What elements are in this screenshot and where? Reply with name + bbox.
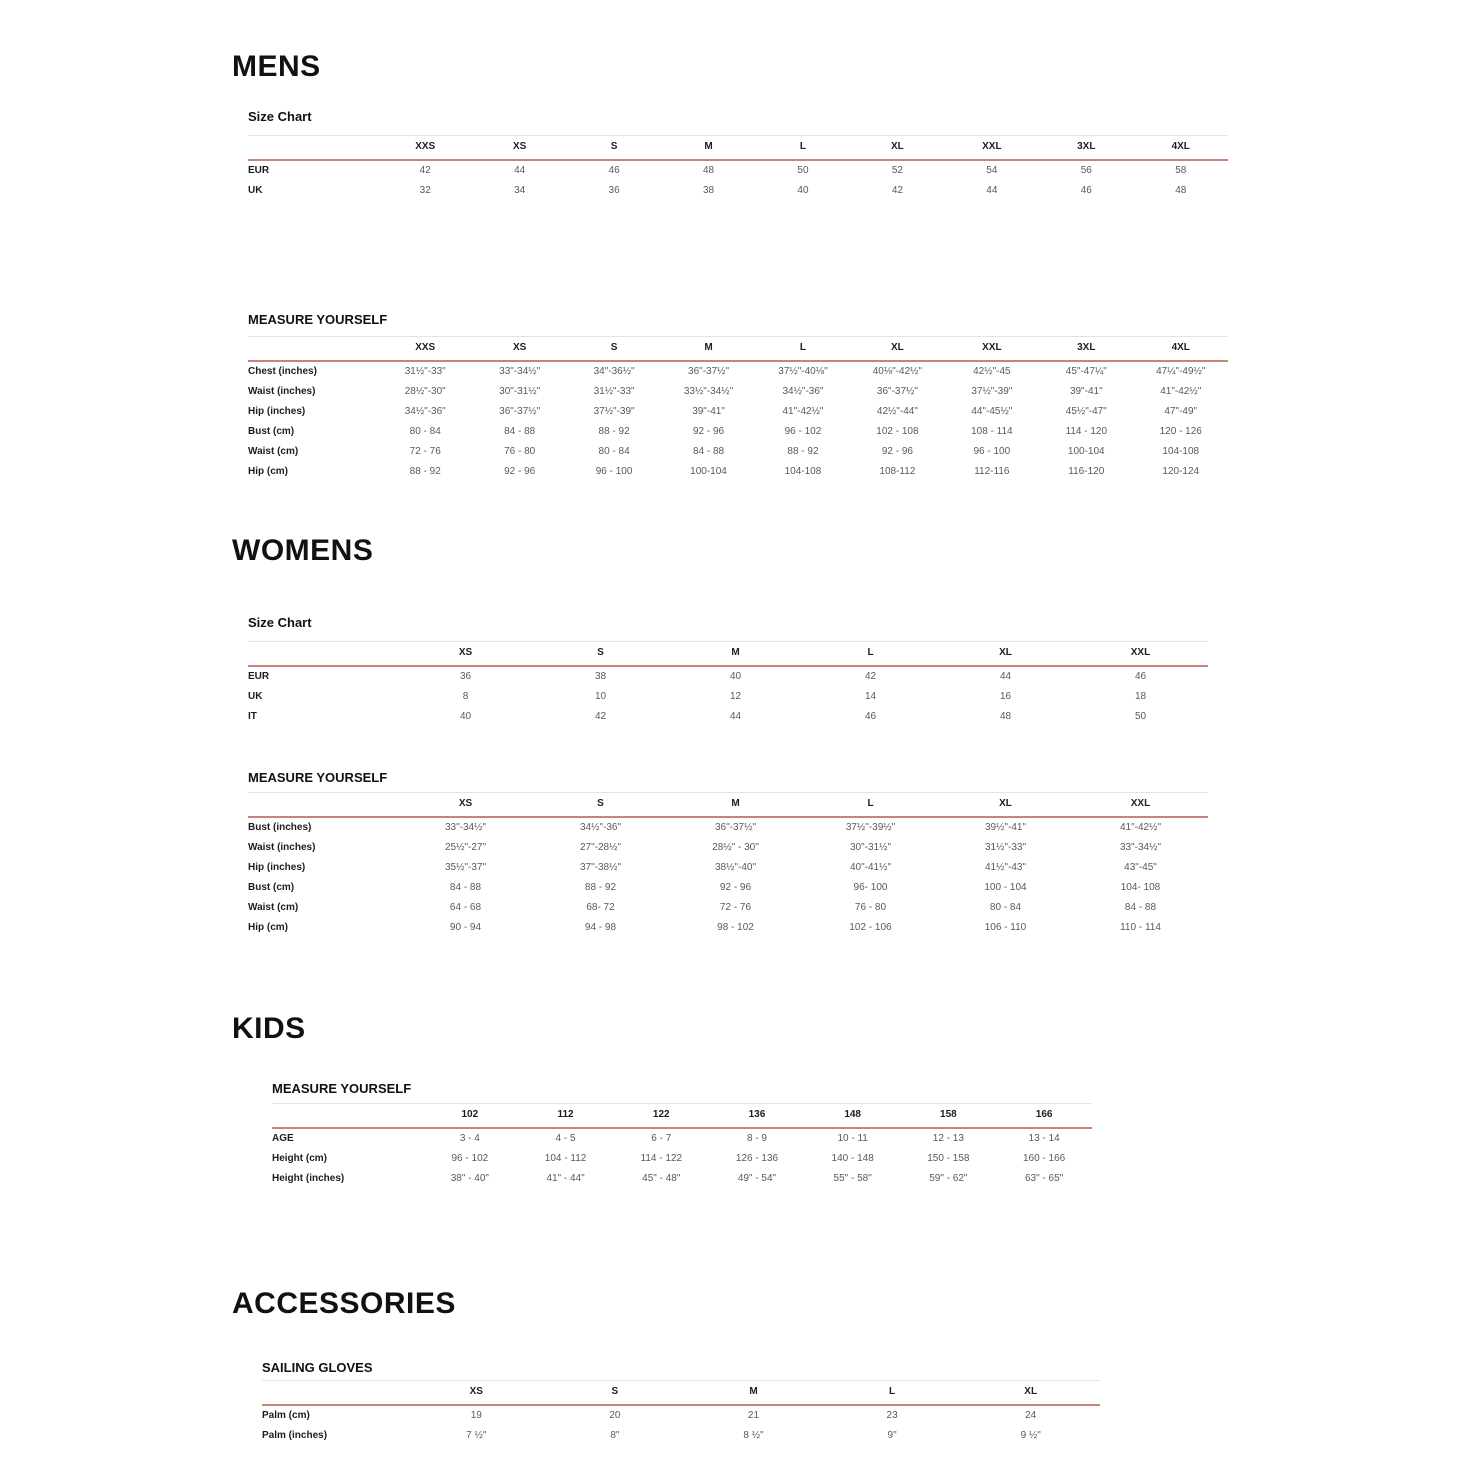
cell-value: 20	[609, 1410, 621, 1421]
column-header: 112	[518, 1104, 614, 1129]
cell-value: 37½"-39"	[971, 386, 1013, 397]
cell-value: 80 - 84	[989, 902, 1022, 913]
cell-value: 46	[1080, 185, 1092, 196]
cell-value: 114 - 120	[1065, 426, 1108, 437]
mens-table-subtitle-0: Size Chart	[248, 109, 312, 124]
cell-value: 44	[999, 671, 1012, 682]
table-row	[272, 1149, 1092, 1169]
cell-value: 41"-42½"	[782, 406, 824, 417]
cell-value: 33"-34½"	[499, 366, 541, 377]
cell-value: 42½"-44"	[876, 406, 918, 417]
cell-value: 37"-38½"	[579, 862, 621, 873]
cell-value: 4 - 5	[555, 1133, 576, 1144]
cell-value: 35½"-37"	[444, 862, 486, 873]
cell-value: 96 - 102	[784, 426, 822, 437]
cell-value: 42½"-45	[973, 366, 1011, 377]
cell-value: 23	[886, 1410, 898, 1421]
cell-value: 31½"-33"	[404, 366, 446, 377]
cell-value: 46	[864, 711, 877, 722]
cell-value: 36"-37½"	[499, 406, 541, 417]
cell-value: 6 - 7	[651, 1133, 672, 1144]
cell-value: 7 ½"	[466, 1430, 487, 1441]
row-label: Waist (cm)	[248, 446, 299, 457]
column-header: S	[567, 136, 661, 161]
cell-value: 54	[986, 165, 998, 176]
cell-value: 28½" - 30"	[712, 842, 759, 853]
table-row	[248, 422, 1228, 442]
table-row	[248, 666, 1208, 687]
cell-value: 88 - 92	[584, 882, 617, 893]
table-row	[248, 898, 1208, 918]
cell-value: 34½"-36"	[579, 822, 621, 833]
column-header: M	[684, 1381, 823, 1406]
cell-value: 42	[864, 671, 877, 682]
cell-value: 120-124	[1162, 466, 1200, 477]
cell-value: 104 - 112	[544, 1153, 587, 1164]
cell-value: 52	[891, 165, 903, 176]
cell-value: 30"-31½"	[849, 842, 891, 853]
cell-value: 36"-37½"	[688, 366, 730, 377]
cell-value: 72 - 76	[719, 902, 752, 913]
cell-value: 37½"-40⅛"	[778, 366, 828, 377]
cell-value: 102 - 106	[849, 922, 892, 933]
cell-value: 100 - 104	[984, 882, 1027, 893]
cell-value: 27"-28½"	[579, 842, 621, 853]
cell-value: 106 - 110	[984, 922, 1027, 933]
row-label: Bust (inches)	[248, 822, 312, 833]
cell-value: 13 - 14	[1028, 1133, 1060, 1144]
column-header: 136	[709, 1104, 805, 1129]
column-header: M	[661, 337, 755, 362]
section-womens	[232, 536, 1476, 938]
column-header: M	[668, 793, 803, 818]
cell-value: 150 - 158	[927, 1153, 970, 1164]
column-header: XXL	[945, 136, 1039, 161]
column-header: 102	[422, 1104, 518, 1129]
cell-value: 104- 108	[1120, 882, 1161, 893]
section-mens	[232, 52, 1476, 482]
cell-value: 98 - 102	[717, 922, 754, 933]
cell-value: 43"-45"	[1124, 862, 1157, 873]
cell-value: 37½"-39½"	[845, 822, 896, 833]
cell-value: 36	[608, 185, 620, 196]
cell-value: 84 - 88	[692, 446, 725, 457]
cell-value: 12 - 13	[932, 1133, 964, 1144]
cell-value: 37½"-39"	[593, 406, 635, 417]
header-row	[248, 337, 1228, 362]
cell-value: 47"-49"	[1164, 406, 1198, 417]
row-label: EUR	[248, 671, 270, 682]
column-header: 122	[613, 1104, 709, 1129]
cell-value: 44"-45½"	[971, 406, 1013, 417]
column-header: XXS	[378, 337, 472, 362]
cell-value: 19	[470, 1410, 482, 1421]
cell-value: 48	[1175, 185, 1187, 196]
cell-value: 96- 100	[853, 882, 888, 893]
table-row	[248, 382, 1228, 402]
cell-value: 8 ½"	[743, 1430, 764, 1441]
column-header: XS	[398, 793, 533, 818]
row-label: Bust (cm)	[248, 426, 295, 437]
cell-value: 160 - 166	[1022, 1153, 1066, 1164]
cell-value: 40⅛"-42½"	[872, 366, 923, 377]
mens-table-subtitle-1: MEASURE YOURSELF	[248, 312, 388, 327]
table-row	[248, 442, 1228, 462]
cell-value: 48	[702, 165, 715, 176]
cell-value: 120 - 126	[1159, 426, 1202, 437]
cell-value: 33"-34½"	[1119, 842, 1161, 853]
cell-value: 38" - 40"	[450, 1173, 489, 1184]
cell-value: 41"-42½"	[1119, 822, 1161, 833]
cell-value: 3 - 4	[459, 1133, 480, 1144]
cell-value: 100-104	[690, 466, 727, 477]
column-header: 4XL	[1134, 337, 1229, 362]
cell-value: 90 - 94	[449, 922, 482, 933]
cell-value: 41"-42½"	[1160, 386, 1202, 397]
cell-value: 80 - 84	[598, 446, 630, 457]
header-label-spacer	[272, 1104, 422, 1129]
column-header: XL	[850, 136, 944, 161]
cell-value: 39½"-41"	[984, 822, 1026, 833]
cell-value: 8"	[610, 1430, 620, 1441]
cell-value: 45" - 48"	[642, 1173, 681, 1184]
row-label: Waist (inches)	[248, 842, 316, 853]
cell-value: 10	[594, 691, 607, 702]
womens-size-table-0	[248, 641, 1208, 727]
cell-value: 9"	[887, 1430, 897, 1441]
cell-value: 16	[999, 691, 1012, 702]
cell-value: 72 - 76	[409, 446, 441, 457]
table-row	[248, 878, 1208, 898]
column-header: S	[533, 642, 668, 667]
table-row	[262, 1405, 1100, 1426]
cell-value: 59" - 62"	[929, 1173, 968, 1184]
cell-value: 34½"-36"	[782, 386, 824, 397]
header-row	[272, 1104, 1092, 1129]
cell-value: 63" - 65"	[1024, 1173, 1064, 1184]
cell-value: 32	[419, 185, 431, 196]
cell-value: 84 - 88	[1124, 902, 1157, 913]
row-label: Height (cm)	[272, 1153, 327, 1164]
section-title-womens: WOMENS	[232, 534, 374, 567]
cell-value: 110 - 114	[1120, 922, 1161, 933]
table-row	[248, 838, 1208, 858]
table-row	[248, 462, 1228, 482]
cell-value: 10 - 11	[837, 1133, 868, 1144]
row-label: UK	[248, 691, 263, 702]
cell-value: 21	[747, 1410, 760, 1421]
cell-value: 116-120	[1068, 466, 1105, 477]
cell-value: 80 - 84	[409, 426, 441, 437]
cell-value: 58	[1175, 165, 1187, 176]
cell-value: 92 - 96	[504, 466, 536, 477]
column-header: XXS	[378, 136, 472, 161]
row-label: Hip (inches)	[248, 406, 306, 417]
header-label-spacer	[262, 1381, 407, 1406]
cell-value: 114 - 122	[640, 1153, 683, 1164]
cell-value: 84 - 88	[449, 882, 482, 893]
column-header: 148	[805, 1104, 901, 1129]
row-label: IT	[248, 711, 257, 722]
cell-value: 140 - 148	[831, 1153, 874, 1164]
womens-table-subtitle-1: MEASURE YOURSELF	[248, 770, 388, 785]
cell-value: 88 - 92	[598, 426, 630, 437]
cell-value: 36"-37½"	[714, 822, 756, 833]
cell-value: 39"-41"	[692, 406, 725, 417]
column-header: XS	[472, 337, 566, 362]
row-label: UK	[248, 185, 263, 196]
section-title-kids: KIDS	[232, 1012, 306, 1045]
cell-value: 14	[864, 691, 877, 702]
column-header: 3XL	[1039, 136, 1133, 161]
table-row	[248, 707, 1208, 727]
cell-value: 126 - 136	[735, 1153, 779, 1164]
kids-size-table-0	[272, 1103, 1092, 1189]
section-kids	[232, 1014, 1476, 1189]
cell-value: 44	[514, 165, 526, 176]
cell-value: 25½"-27"	[444, 842, 486, 853]
cell-value: 100-104	[1067, 446, 1105, 457]
header-label-spacer	[248, 136, 378, 161]
cell-value: 96 - 102	[451, 1153, 489, 1164]
row-label: Palm (inches)	[262, 1430, 328, 1441]
cell-value: 12	[729, 691, 742, 702]
cell-value: 33½"-34½"	[683, 386, 734, 397]
row-label: Chest (inches)	[248, 366, 317, 377]
cell-value: 42	[419, 165, 431, 176]
womens-table-subtitle-0: Size Chart	[248, 615, 312, 630]
column-header: XL	[938, 642, 1073, 667]
column-header: XL	[938, 793, 1073, 818]
cell-value: 44	[986, 185, 998, 196]
table-row	[272, 1169, 1092, 1189]
column-header: L	[803, 793, 938, 818]
cell-value: 36"-37½"	[876, 386, 918, 397]
cell-value: 92 - 96	[719, 882, 752, 893]
row-label: Hip (inches)	[248, 862, 306, 873]
header-label-spacer	[248, 337, 378, 362]
column-header: L	[823, 1381, 962, 1406]
column-header: 166	[996, 1104, 1092, 1129]
cell-value: 40	[797, 185, 809, 196]
cell-value: 76 - 80	[504, 446, 536, 457]
column-header: L	[756, 337, 850, 362]
cell-value: 92 - 96	[692, 426, 725, 437]
cell-value: 55" - 58"	[833, 1173, 872, 1184]
cell-value: 40	[729, 671, 742, 682]
column-header: XS	[472, 136, 566, 161]
column-header: 3XL	[1039, 337, 1133, 362]
column-header: XXL	[1073, 793, 1208, 818]
cell-value: 34	[514, 185, 526, 196]
table-row	[248, 817, 1208, 838]
column-header: XS	[398, 642, 533, 667]
table-row	[248, 918, 1208, 938]
column-header: S	[546, 1381, 685, 1406]
table-row	[248, 361, 1228, 382]
kids-table-subtitle-0: MEASURE YOURSELF	[272, 1081, 412, 1096]
section-title-accessories: ACCESSORIES	[232, 1287, 456, 1320]
header-label-spacer	[248, 793, 398, 818]
cell-value: 76 - 80	[854, 902, 887, 913]
table-row	[248, 858, 1208, 878]
cell-value: 45½"-47"	[1065, 406, 1107, 417]
cell-value: 28½"-30"	[404, 386, 446, 397]
cell-value: 34"-36½"	[593, 366, 635, 377]
header-label-spacer	[248, 642, 398, 667]
mens-size-table-1	[248, 336, 1228, 482]
column-header: L	[803, 642, 938, 667]
row-label: Palm (cm)	[262, 1410, 310, 1421]
size-guide-page	[0, 52, 1476, 1446]
cell-value: 56	[1080, 165, 1092, 176]
womens-size-table-1	[248, 792, 1208, 938]
row-label: Waist (cm)	[248, 902, 299, 913]
cell-value: 88 - 92	[409, 466, 441, 477]
cell-value: 50	[1134, 711, 1147, 722]
row-label: Height (inches)	[272, 1173, 345, 1184]
cell-value: 40	[459, 711, 472, 722]
cell-value: 30"-31½"	[499, 386, 541, 397]
column-header: M	[668, 642, 803, 667]
row-label: Hip (cm)	[248, 466, 288, 477]
table-row	[248, 160, 1228, 181]
table-row	[272, 1128, 1092, 1149]
cell-value: 46	[608, 165, 620, 176]
column-header: M	[661, 136, 755, 161]
cell-value: 38½"-40"	[714, 862, 756, 873]
row-label: Hip (cm)	[248, 922, 288, 933]
cell-value: 8 - 9	[746, 1133, 767, 1144]
accessories-size-table-0	[262, 1380, 1100, 1446]
header-row	[248, 136, 1228, 161]
cell-value: 31½"-33"	[984, 842, 1026, 853]
cell-value: 50	[797, 165, 809, 176]
cell-value: 46	[1134, 671, 1147, 682]
table-row	[248, 687, 1208, 707]
cell-value: 102 - 108	[876, 426, 919, 437]
column-header: S	[567, 337, 661, 362]
cell-value: 40"-41½"	[849, 862, 891, 873]
column-header: 4XL	[1134, 136, 1229, 161]
mens-size-table-0	[248, 135, 1228, 201]
header-row	[248, 793, 1208, 818]
header-row	[262, 1381, 1100, 1406]
cell-value: 18	[1134, 691, 1147, 702]
header-row	[248, 642, 1208, 667]
row-label: Bust (cm)	[248, 882, 295, 893]
cell-value: 68- 72	[586, 902, 615, 913]
column-header: L	[756, 136, 850, 161]
cell-value: 96 - 100	[595, 466, 633, 477]
cell-value: 45"-47¼"	[1065, 366, 1107, 377]
cell-value: 84 - 88	[504, 426, 536, 437]
cell-value: 112-116	[974, 466, 1010, 477]
table-row	[248, 181, 1228, 201]
cell-value: 41" - 44"	[546, 1173, 585, 1184]
column-header: XXL	[945, 337, 1039, 362]
cell-value: 48	[999, 711, 1012, 722]
accessories-table-subtitle-0: SAILING GLOVES	[262, 1360, 373, 1375]
cell-value: 92 - 96	[881, 446, 913, 457]
table-row	[248, 402, 1228, 422]
cell-value: 8	[462, 691, 469, 702]
section-accessories	[232, 1289, 1476, 1446]
column-header: XXL	[1073, 642, 1208, 667]
cell-value: 42	[594, 711, 607, 722]
cell-value: 33"-34½"	[444, 822, 486, 833]
cell-value: 47¼"-49½"	[1156, 366, 1206, 377]
cell-value: 36	[459, 671, 472, 682]
cell-value: 96 - 100	[973, 446, 1011, 457]
section-title-mens: MENS	[232, 50, 321, 83]
table-row	[262, 1426, 1100, 1446]
cell-value: 44	[729, 711, 742, 722]
cell-value: 9 ½"	[1020, 1430, 1041, 1441]
row-label: Waist (inches)	[248, 386, 316, 397]
row-label: AGE	[272, 1133, 294, 1144]
column-header: XL	[961, 1381, 1100, 1406]
row-label: EUR	[248, 165, 270, 176]
column-header: S	[533, 793, 668, 818]
cell-value: 64 - 68	[449, 902, 482, 913]
column-header: 158	[901, 1104, 997, 1129]
cell-value: 38	[594, 671, 607, 682]
cell-value: 41½"-43"	[984, 862, 1026, 873]
cell-value: 94 - 98	[584, 922, 617, 933]
cell-value: 31½"-33"	[593, 386, 635, 397]
cell-value: 34½"-36"	[404, 406, 446, 417]
cell-value: 39"-41"	[1069, 386, 1103, 397]
cell-value: 38	[702, 185, 715, 196]
cell-value: 24	[1025, 1410, 1037, 1421]
cell-value: 88 - 92	[787, 446, 819, 457]
cell-value: 104-108	[1162, 446, 1200, 457]
cell-value: 108 - 114	[971, 426, 1013, 437]
cell-value: 108-112	[879, 466, 916, 477]
cell-value: 104-108	[784, 466, 822, 477]
column-header: XS	[407, 1381, 546, 1406]
cell-value: 42	[891, 185, 903, 196]
column-header: XL	[850, 337, 944, 362]
cell-value: 49" - 54"	[737, 1173, 777, 1184]
